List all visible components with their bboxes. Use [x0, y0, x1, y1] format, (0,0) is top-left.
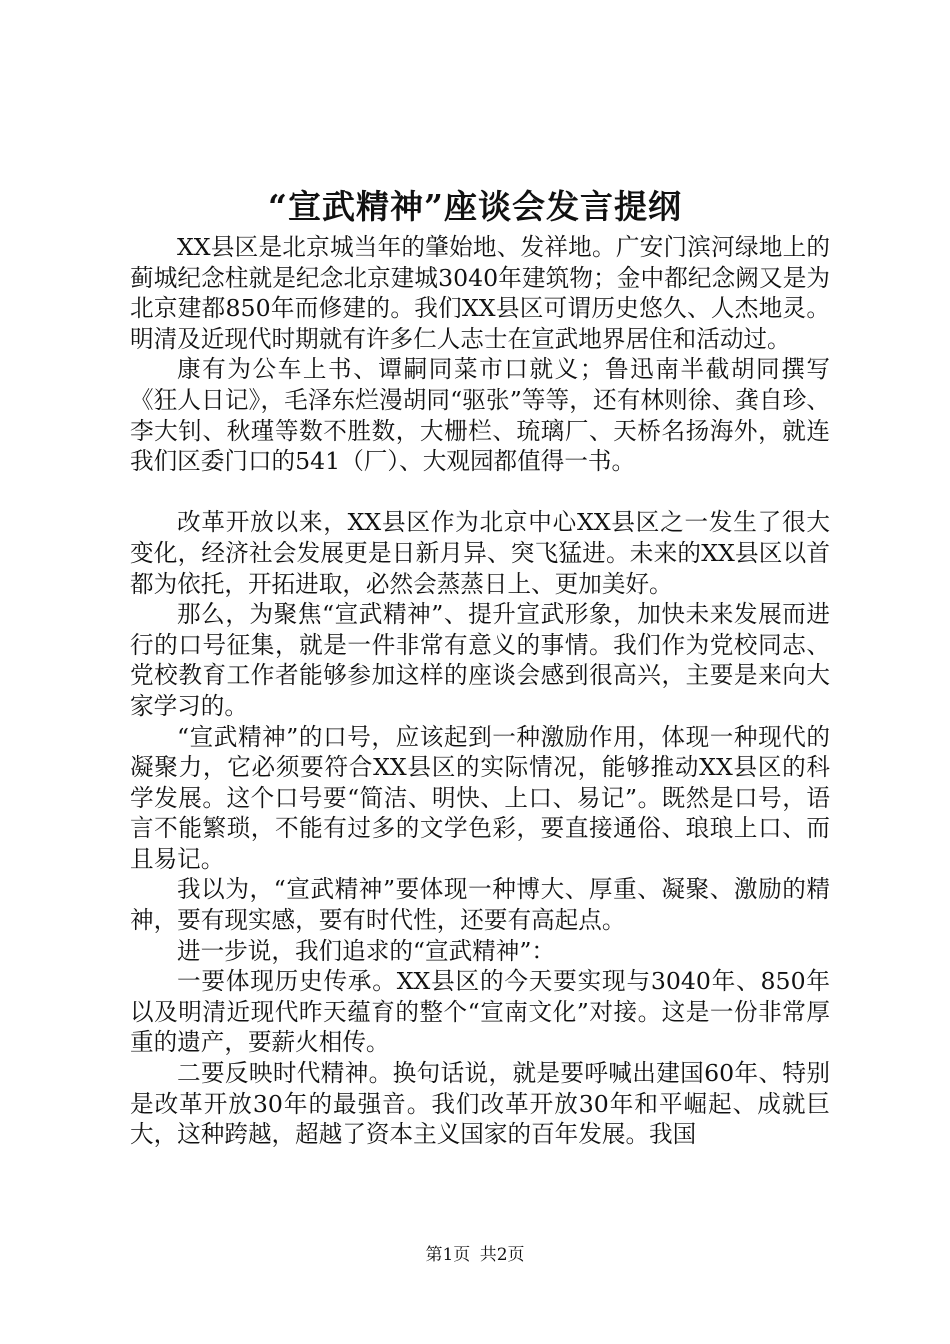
paragraph: XX县区是北京城当年的肇始地、发祥地。广安门滨河绿地上的蓟城纪念柱就是纪念北京建城3040年建筑物；金中都纪念阙又是为北京建都850年而修建的。我们XX县区可谓历史悠久、人杰地灵。明清及近现代时期就有许多仁人志士在宣武地界居住和活动过。: [130, 233, 830, 353]
page-number: 第1页: [425, 1245, 471, 1265]
paragraph: 一要体现历史传承。XX县区的今天要实现与3040年、850年以及明清近现代昨天蕴育的整个“宣南文化”对接。这是一份非常厚重的遗产，要薪火相传。: [130, 967, 830, 1057]
paragraph: 康有为公车上书、谭嗣同菜市口就义；鲁迅南半截胡同撰写《狂人日记》，毛泽东烂漫胡同“驱张”等等，还有林则徐、龚自珍、李大钊、秋瑾等数不胜数，大栅栏、琉璃厂、天桥名扬海外，就连我们区委门口的541（厂）、大观园都值得一书。: [130, 355, 830, 476]
page-total: 共2页: [479, 1245, 525, 1265]
document-title: “宣武精神”座谈会发言提纲: [268, 187, 682, 226]
page-footer: [0, 1244, 950, 1266]
document-body: [130, 232, 830, 1150]
paragraph: 我以为，“宣武精神”要体现一种博大、厚重、凝聚、激励的精神，要有现实感，要有时代性，还要有高起点。: [130, 875, 830, 935]
paragraph: 改革开放以来，XX县区作为北京中心XX县区之一发生了很大变化，经济社会发展更是日新月异、突飞猛进。未来的XX县区以首都为依托，开拓进取，必然会蒸蒸日上、更加美好。: [130, 508, 830, 598]
paragraph: “宣武精神”的口号，应该起到一种激励作用，体现一种现代的凝聚力，它必须要符合XX县区的实际情况，能够推动XX县区的科学发展。这个口号要“简洁、明快、上口、易记”。既然是口号，语言不能繁琐，不能有过多的文学色彩，要直接通俗、琅琅上口、而且易记。: [130, 722, 830, 873]
paragraph: 进一步说，我们追求的“宣武精神”：: [177, 936, 556, 965]
paragraph: 那么，为聚焦“宣武精神”、提升宣武形象，加快未来发展而进行的口号征集，就是一件非常有意义的事情。我们作为党校同志、党校教育工作者能够参加这样的座谈会感到很高兴，主要是来向大家学习的。: [130, 600, 830, 720]
paragraph: 二要反映时代精神。换句话说，就是要呼喊出建国60年、特别是改革开放30年的最强音。我们改革开放30年和平崛起、成就巨大，这种跨越，超越了资本主义国家的百年发展。我国: [130, 1059, 830, 1149]
